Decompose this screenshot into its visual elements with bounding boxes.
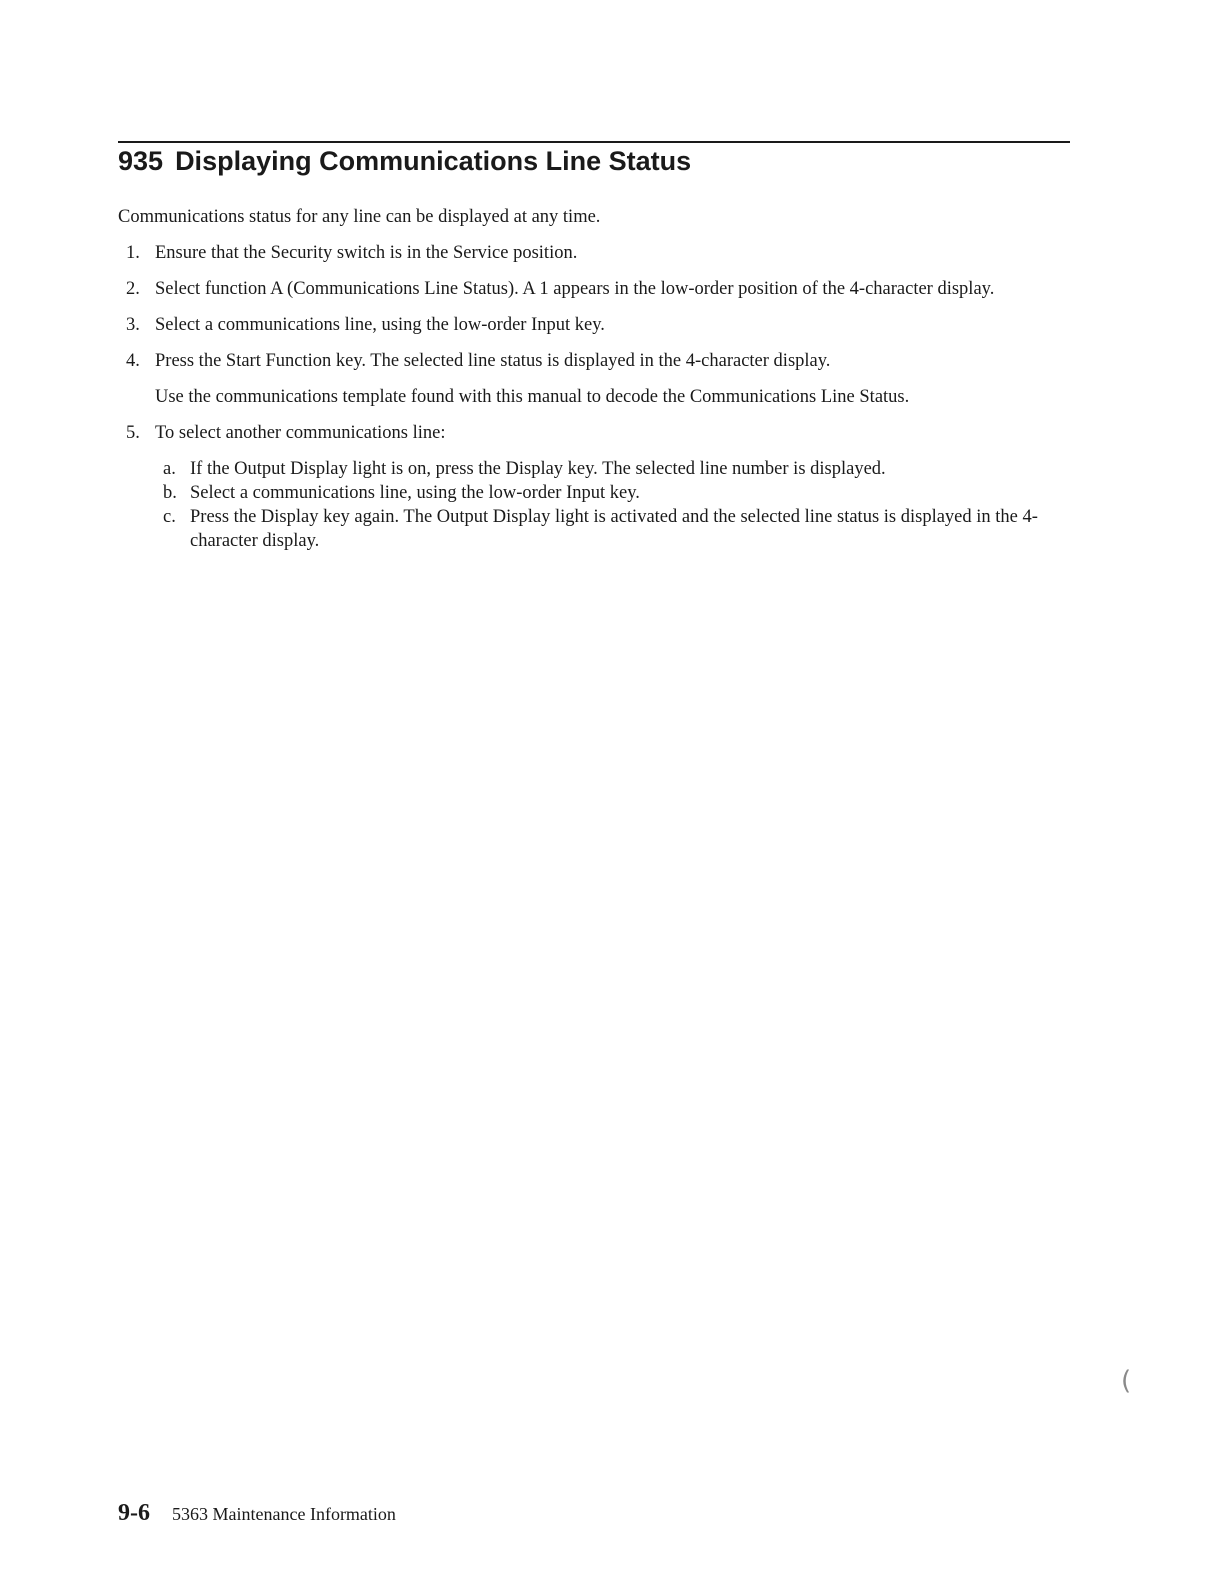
substep-b <box>155 481 1058 505</box>
step-text: Select function A (Communications Line Status). A 1 appears in the low-order position of the 4-character display. <box>155 279 995 299</box>
substep-letter: b. <box>163 483 177 503</box>
step-number: 3. <box>126 315 140 335</box>
substep-text: Select a communications line, using the low-order Input key. <box>190 483 640 503</box>
step-4 <box>118 349 1058 409</box>
step-number: 2. <box>126 279 140 299</box>
substep-text: Press the Display key again. The Output Display light is activated and the selected line status is displayed in the 4-character display. <box>190 507 1038 551</box>
margin-mark: ( <box>1121 1366 1132 1396</box>
step-number: 1. <box>126 243 140 263</box>
footer-title: 5363 Maintenance Information <box>172 1504 396 1524</box>
step-number: 5. <box>126 423 140 443</box>
section-heading <box>118 141 691 181</box>
substep-c <box>155 505 1058 553</box>
step-3 <box>118 313 1058 337</box>
substeps <box>155 457 1058 553</box>
substep-letter: a. <box>163 459 176 479</box>
step-1 <box>118 241 1058 265</box>
procedure-steps <box>118 241 1058 553</box>
page-number: 9-6 <box>118 1500 150 1526</box>
intro-paragraph: Communications status for any line can be displayed at any time. <box>118 207 601 227</box>
step-text: To select another communications line: <box>155 423 446 443</box>
step-2 <box>118 277 1058 301</box>
section-number: 935 <box>118 146 164 176</box>
substep-letter: c. <box>163 507 176 527</box>
step-note: Use the communications template found with this manual to decode the Communications Line Status. <box>155 387 910 407</box>
section-body <box>118 205 1058 565</box>
section-title: Displaying Communications Line Status <box>175 146 692 176</box>
substep-a <box>155 457 1058 481</box>
step-5 <box>118 421 1058 553</box>
step-number: 4. <box>126 351 140 371</box>
step-text: Ensure that the Security switch is in the Service position. <box>155 243 578 263</box>
step-text: Select a communications line, using the low-order Input key. <box>155 315 605 335</box>
page-footer <box>118 1500 396 1527</box>
step-text: Press the Start Function key. The selected line status is displayed in the 4-character display. <box>155 351 831 371</box>
substep-text: If the Output Display light is on, press the Display key. The selected line number is displayed. <box>190 459 886 479</box>
